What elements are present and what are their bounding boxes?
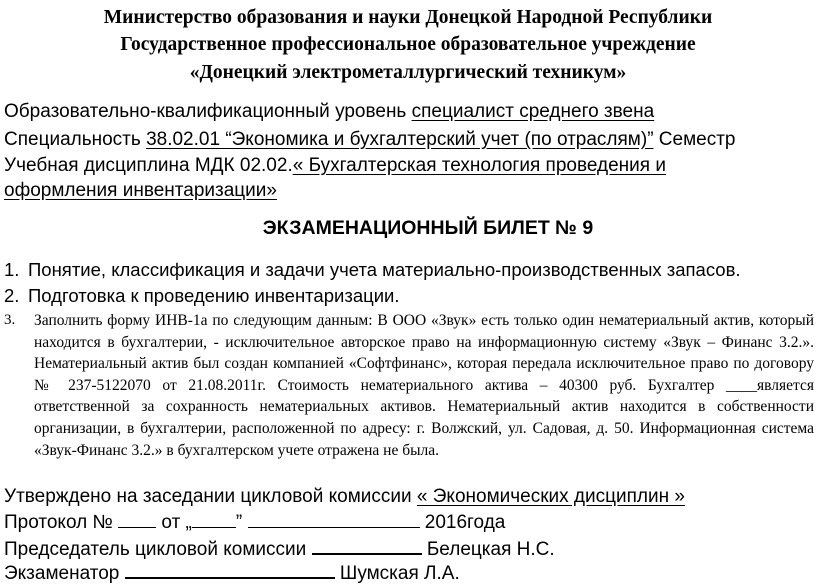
question-2-number: 2. [4, 285, 20, 306]
protocol-quote: ” [235, 512, 243, 533]
specialty-label: Специальность [4, 129, 147, 150]
header-institution-name: «Донецкий электрометаллургический техникум» [189, 62, 627, 83]
qualification-level-value: специалист среднего звена [411, 101, 655, 122]
qualification-level-label: Образовательно-квалификационный уровень [4, 101, 412, 122]
ticket-title: ЭКЗАМЕНАЦИОННЫЙ БИЛЕТ № 9 [262, 217, 594, 239]
question-1-number: 1. [4, 259, 20, 280]
chair-label: Председатель цикловой комиссии [4, 539, 312, 560]
examiner-label: Экзаменатор [4, 563, 125, 584]
chair-signature-blank [312, 537, 422, 555]
discipline-value-part2: оформления инвентаризации» [4, 180, 277, 201]
protocol-year: 2016года [419, 512, 506, 533]
question-1-text: Понятие, классификация и задачи учета материально-производственных запасов. [28, 259, 741, 280]
qualification-level-line [4, 100, 654, 124]
header-institution-type: Государственное профессиональное образовательное учреждение [120, 34, 696, 55]
protocol-label: Протокол № [4, 512, 119, 533]
approved-line [4, 485, 685, 509]
protocol-day-blank [192, 511, 236, 528]
protocol-from-label: от „ [156, 512, 192, 533]
specialty-value: 38.02.01 “Экономика и бухгалтерский учет (по отраслям)” [146, 129, 654, 150]
examiner-signature-blank [125, 561, 335, 579]
protocol-month-blank [248, 511, 420, 528]
commission-name: « Экономических дисциплин » [416, 486, 685, 507]
chair-name: Белецкая Н.С. [421, 539, 555, 560]
discipline-line [4, 154, 666, 178]
question-3-text: Заполнить форму ИНВ-1а по следующим данным: В ООО «Звук» есть только один нематериальный актив, который находится в бухгалтерии, - исключительное авторское право на информационную систему «Звук – Финанс 3.2.». Нематериальный актив был создан компанией «Софтфинанс», которая передала исключительное право по договору № 237-5122070 от 21.08.2011г. Стоимость нематериального актива – 40300 руб. Бухгалтер ____является ответственной за сохранность нематериальных активов. Нематериальный актив находится в собственности организации, в бухгалтерии, расположенной по адресу: г. Волжский, ул. Садовая, д. 50. Информационная система «Звук-Финанс 3.2.» в бухгалтерском учете отражена не была. [34, 312, 814, 459]
protocol-number-blank [118, 511, 156, 528]
discipline-line-2 [4, 179, 277, 203]
question-2-text: Подготовка к проведению инвентаризации. [28, 285, 400, 306]
discipline-label: Учебная дисциплина МДК 02.02. [4, 155, 293, 176]
examiner-line [4, 561, 460, 586]
specialty-line [4, 128, 736, 152]
semester-label: Семестр [653, 129, 736, 150]
question-3-number: 3. [4, 312, 16, 328]
discipline-value-part1: « Бухгалтерская технология проведения и [292, 155, 666, 176]
approved-label: Утверждено на заседании цикловой комиссии [4, 486, 417, 507]
header-ministry: Министерство образования и науки Донецкой Народной Республики [103, 7, 713, 28]
protocol-line [4, 511, 505, 535]
examiner-name: Шумская Л.А. [334, 563, 460, 584]
chair-line [4, 537, 555, 562]
